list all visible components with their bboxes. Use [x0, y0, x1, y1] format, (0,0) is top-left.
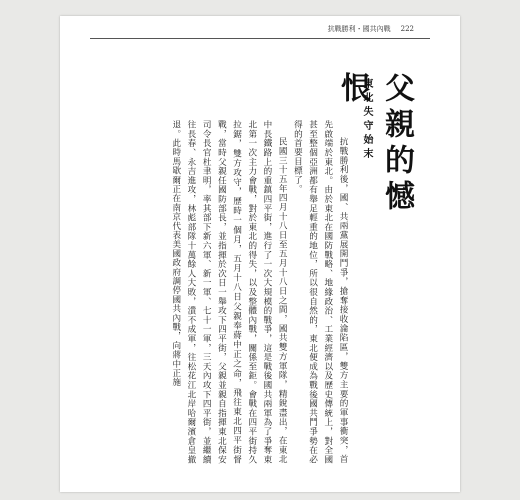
paragraph: 抗戰勝利後，國、共兩黨展開鬥爭，搶奪接收淪陷區，雙方主要的軍事衝突，首先啟端於東北。由於東北在國防戰略、地緣政治、工業經濟以及歷史傳統上，對全國甚至整個亞洲都有舉足輕重的地位，所以很自然的，東北便成為戰後國共鬥爭勢在必得的首要目標了。: [292, 120, 348, 464]
chapter-title: 父親的憾恨: [335, 72, 414, 216]
chapter-subtitle: 東北失守始末: [361, 78, 372, 162]
header-rule: [90, 38, 430, 39]
header-section-title: 抗戰勝利・國共內戰: [327, 25, 391, 33]
body-text: [90, 120, 350, 464]
book-page: [60, 16, 460, 492]
paragraph: 民國三十五年四月十八日至五月十八日之間，國共雙方軍隊，精銳盡出，在東北中長鐵路上的重鎮四平街，進行了一次大規模的戰爭，這是戰後國共兩軍為了爭奪東北第一次主力會戰，對於東北的得失，以及整體內戰，關係至鉅。會戰在四平街持久拉鋸，雙方攻守，歷時一個月，五月十八日父親奉蔣中正之命，飛往東北四平街督戰，當時父親任國防部長，並指揮於次日一舉攻下四平街，父親並親自指揮東北保安司令長官杜聿明，率其部下新六軍、新一軍、七十一軍，三天內攻下四平街，並繼續往長春、永吉進攻，林彪部隊十萬餘人大敗，潰不成軍，往松花江北岸哈爾濱倉皇撤退。此時馬歇爾正在南京代表美國政府調停國共內戰，向蔣中正施: [170, 120, 288, 464]
page-number: 222: [400, 25, 414, 33]
running-header: [328, 24, 414, 34]
chapter-heading: [335, 72, 418, 232]
